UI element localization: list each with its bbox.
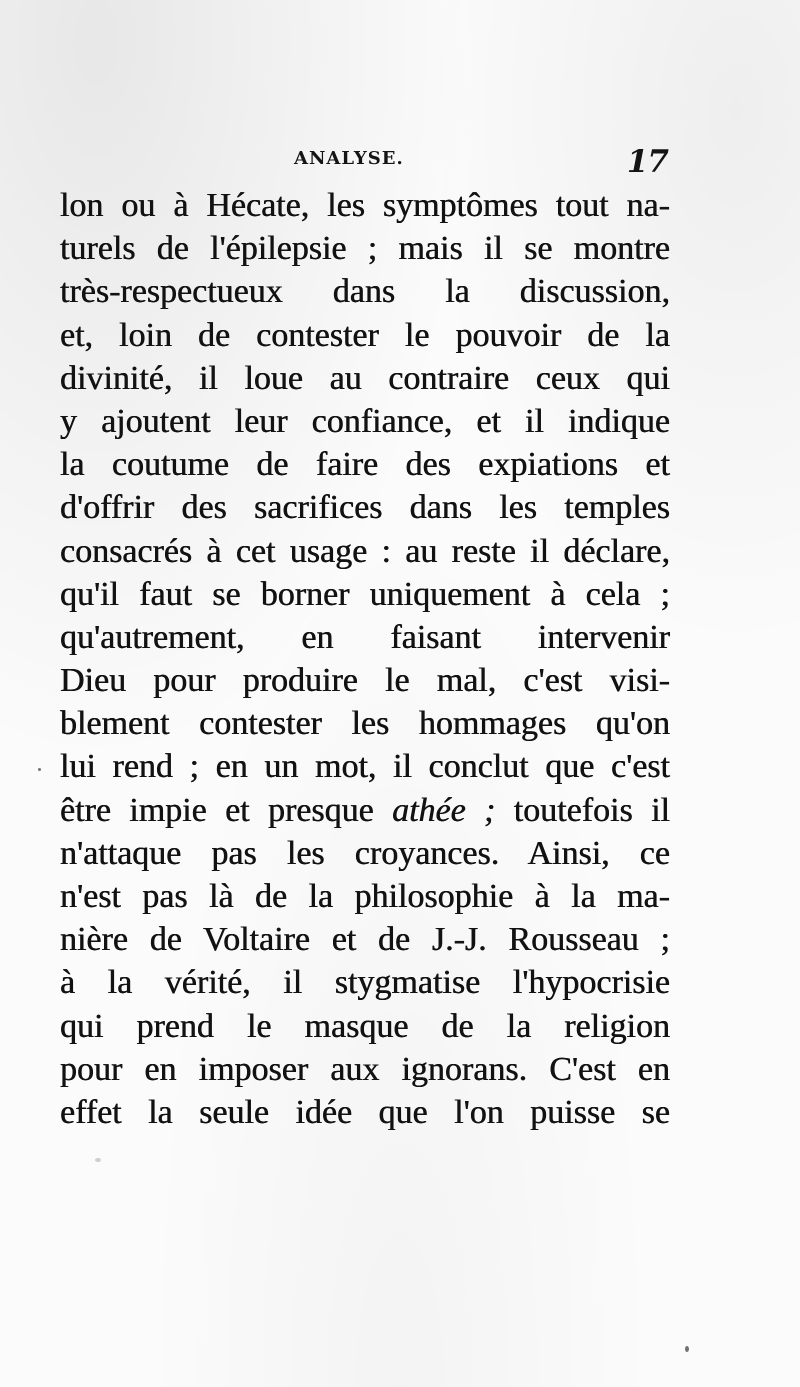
ink-speck [685,1346,689,1352]
page-number: 17 [626,144,668,180]
ink-speck [95,1158,101,1162]
text-line-2: turels de l'épilepsie ; mais il se montre [60,230,670,268]
text-line-6: y ajoutent leur confiance, et il indique [60,402,670,440]
text-line-15-before: être impie et presque [60,791,393,829]
text-line-20: qui prend le masque de la religion [60,1007,670,1045]
text-line-5: divinité, il loue au contraire ceux qui [60,359,670,397]
text-line-16: n'attaque pas les croyances. Ainsi, ce [60,834,670,872]
text-line-17: n'est pas là de la philosophie à la ma- [60,878,670,915]
text-line-3: très-respectueux dans la discussion, [60,273,670,311]
ink-speck [38,768,41,771]
text-line-21: pour en imposer aux ignorans. C'est en [60,1050,670,1088]
page-header [60,146,668,180]
text-line-10: qu'il faut se borner uniquement à cela ; [60,575,670,613]
text-line-22: effet la seule idée que l'on puisse se [60,1093,670,1131]
text-line-11: qu'autrement, en faisant intervenir [60,618,670,656]
text-line-7: la coutume de faire des expiations et [60,446,670,484]
text-line-9: consacrés à cet usage : au reste il déclare, [60,532,670,570]
text-line-15 [60,789,670,832]
text-line-1: lon ou à Hécate, les symptômes tout na- [60,187,670,224]
text-line-8: d'offrir des sacrifices dans les temples [60,489,670,527]
text-line-12: Dieu pour produire le mal, c'est visi- [60,662,670,700]
text-line-15-after: toutefois il [495,791,670,829]
body-text [60,184,670,1134]
text-line-13: blement contester les hommages qu'on [60,705,670,743]
italic-word: athée ; [392,791,496,829]
running-head: ANALYSE. [294,148,404,169]
text-line-18: nière de Voltaire et de J.-J. Rousseau ; [60,921,670,959]
text-line-4: et, loin de contester le pouvoir de la [60,316,670,354]
text-line-14: lui rend ; en un mot, il conclut que c'est [60,748,670,786]
text-line-19: à la vérité, il stygmatise l'hypocrisie [60,964,670,1002]
